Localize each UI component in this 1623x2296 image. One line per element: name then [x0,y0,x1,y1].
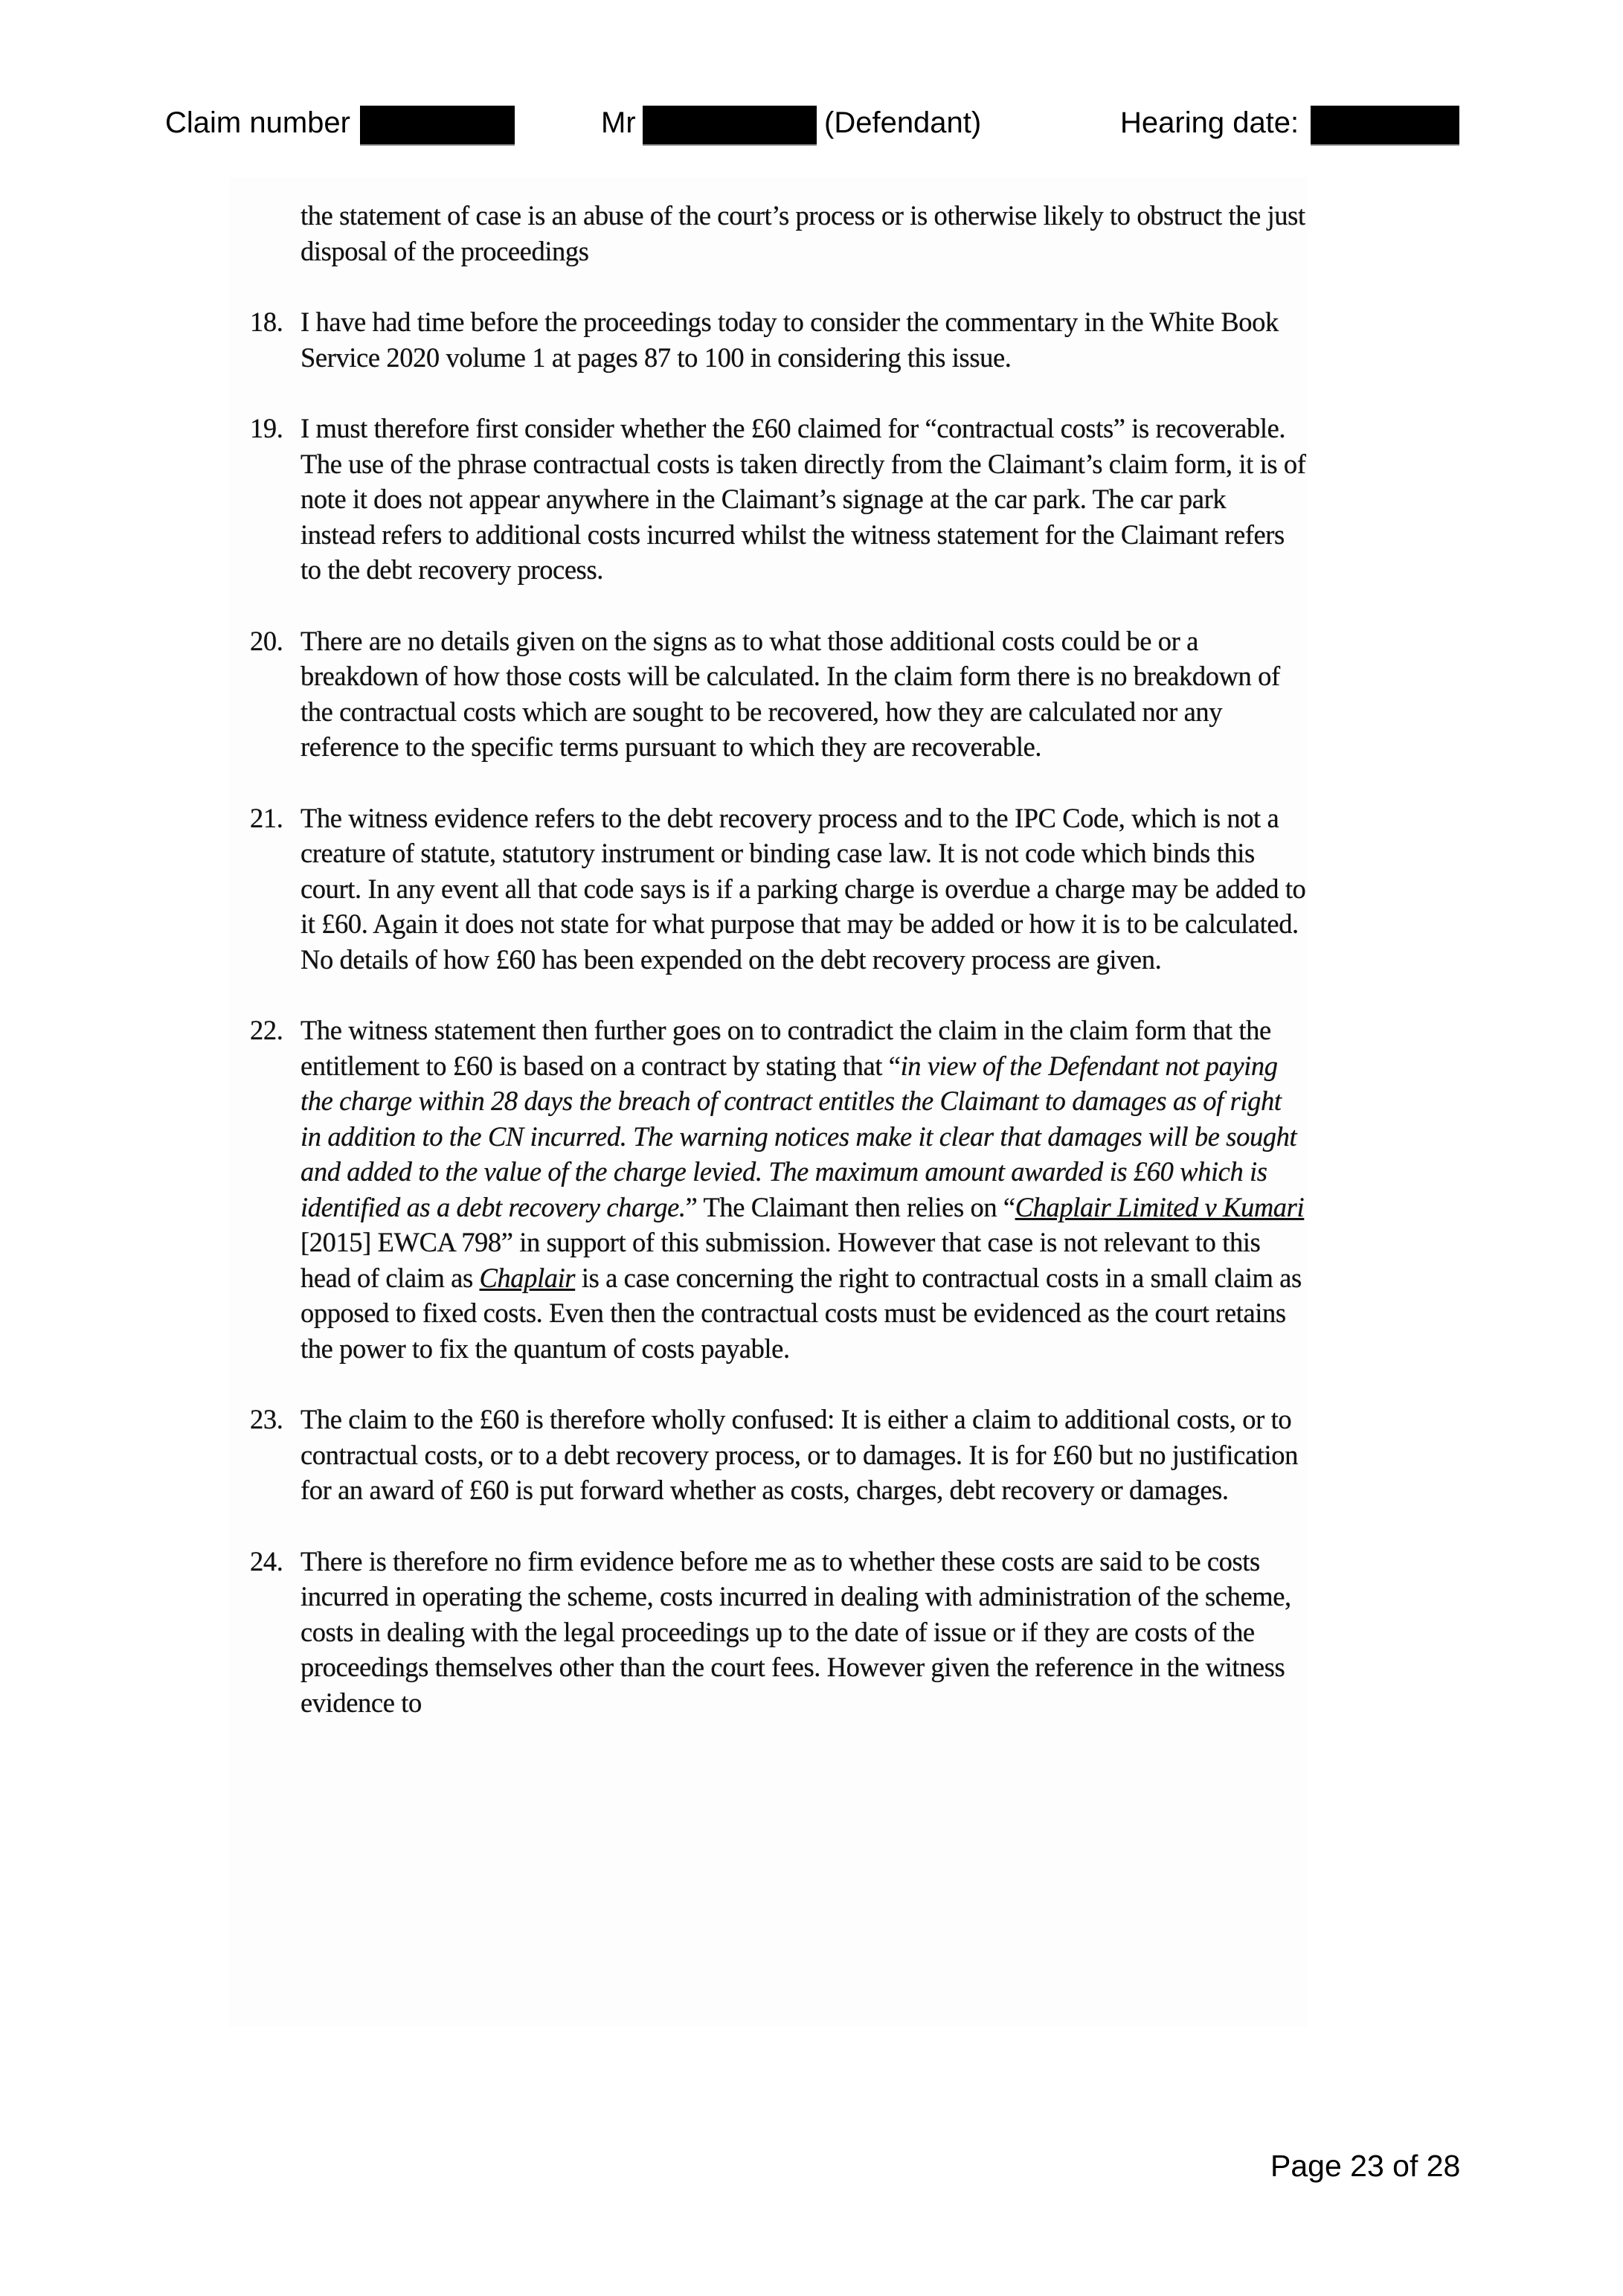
paragraph-22 [250,1013,1306,1366]
paragraph-21 [250,801,1306,978]
redacted-hearing-date [1311,106,1459,146]
page-header [0,104,1623,144]
paragraph-text: There are no details given on the signs as to what those additional costs could be or a breakdown of how those costs will be calculated. In the claim form there is no breakdown of the contractual costs which are sought to be recovered, how they are calculated nor any reference to the specific terms pursuant to which they are recoverable. [301,625,1280,762]
page-number: Page 23 of 28 [1270,2149,1461,2183]
judgment-body [250,198,1306,1756]
paragraph-text-end: is a case concerning the right to contractual costs in a small claim as opposed to fixed costs. Even then the contractual costs must be evidenced as the court retains the power to fix the quantum of costs payable. [301,1262,1302,1364]
paragraph-number: 21. [250,802,283,833]
hearing-date-label: Hearing date: [1120,106,1299,139]
paragraph-24 [250,1544,1306,1721]
paragraph-text: The witness evidence refers to the debt recovery process and to the IPC Code, which is not a creature of statute, statutory instrument or binding case law. It is not code which binds this court. In any event all that code says is if a parking charge is overdue a charge may be added to it £60. Again it does not state for what purpose that may be added or how it is to be calculated. No details of how £60 has been expended on the debt recovery process are given. [301,802,1306,975]
paragraph-text: I have had time before the proceedings today to consider the commentary in the White Book Service 2020 volume 1 at pages 87 to 100 in considering this issue. [301,307,1279,373]
paragraph-text: There is therefore no firm evidence before me as to whether these costs are said to be costs incurred in operating the scheme, costs incurred in dealing with administration of the scheme, costs in dealing with the legal proceedings up to the date of issue or if they are costs of the proceedings themselves other than the court fees. However given the reference in the witness evidence to [301,1545,1291,1718]
paragraph-number: 18. [250,307,283,337]
paragraph-23 [250,1402,1306,1508]
mr-label: Mr [601,106,636,139]
case-name-chaplair: Chaplair [479,1262,576,1293]
paragraph-text: The claim to the £60 is therefore wholly confused: It is either a claim to additional costs, or to contractual costs, or to a debt recovery process, or to damages. It is for £60 but no justification for an award of £60 is put forward whether as costs, charges, debt recovery or damages. [301,1404,1298,1505]
case-name-chaplair-kumari: Chaplair Limited v Kumari [1015,1191,1305,1222]
paragraph-number: 23. [250,1404,283,1434]
redacted-claim-number [360,106,515,146]
paragraph-number: 22. [250,1015,283,1045]
case-citation: [2015] EWCA 798” in support of this submission. However that case is not relevant to this head of claim as [301,1227,1261,1293]
paragraph-19 [250,411,1306,588]
redacted-defendant-name [643,106,817,146]
continuation-paragraph [250,198,1306,269]
witness-statement-quote: in view of the Defendant not paying the charge within 28 days the breach of contract entitles the Claimant to damages as of right in addition to the CN incurred. The warning notices make it clear that damages will be sought and added to the value of the charge levied. The maximum amount awarded is £60 which is identified as a debt recovery charge. [301,1050,1297,1222]
claim-number-label: Claim number [165,106,350,139]
paragraph-text-intro: The witness statement then further goes on to contradict the claim in the claim form that the entitlement to £60 is based on a contract by stating that “ [301,1015,1271,1081]
paragraph-20 [250,623,1306,765]
paragraph-number: 24. [250,1545,283,1577]
paragraph-18 [250,304,1306,375]
paragraph-text: I must therefore first consider whether the £60 claimed for “contractual costs” is recoverable. The use of the phrase contractual costs is taken directly from the Claimant’s claim form, it is of note it does not appear anywhere in the Claimant’s signage at the car park. The car park instead refers to additional costs incurred whilst the witness statement for the Claimant refers to the debt recovery process. [301,413,1306,585]
paragraph-text-relies: ” The Claimant then relies on “ [685,1191,1015,1222]
continuation-text: the statement of case is an abuse of the court’s process or is otherwise likely to obstruct the just disposal of the proceedings [301,200,1305,266]
paragraph-number: 20. [250,625,283,656]
paragraph-number: 19. [250,413,283,443]
defendant-label: (Defendant) [824,106,982,139]
